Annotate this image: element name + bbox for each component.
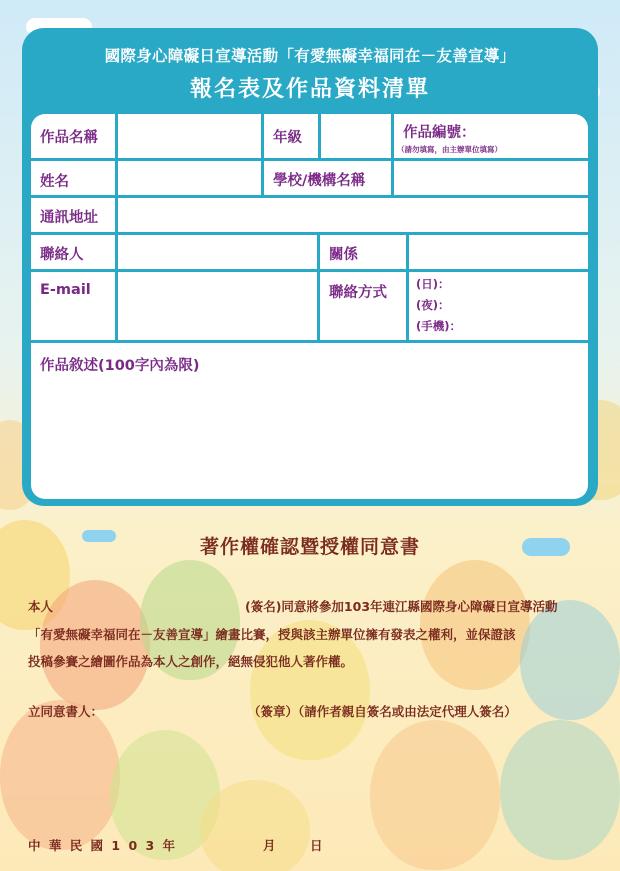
form-heading-title: 報名表及作品資料清單 — [189, 77, 430, 102]
signature-field[interactable] — [60, 594, 240, 614]
label-address: 通訊地址 — [40, 210, 98, 226]
form-table — [31, 114, 588, 499]
label-contact-person: 聯絡人 — [40, 247, 84, 263]
label-phone-night: (夜)： — [416, 298, 450, 312]
signer-label: 立同意書人： — [28, 704, 104, 719]
input-email[interactable] — [118, 272, 317, 340]
balloon-decoration — [370, 720, 500, 870]
date-month: 月 — [263, 838, 276, 853]
input-work-name[interactable] — [118, 114, 261, 158]
label-relationship: 關係 — [329, 247, 358, 263]
balloon-decoration — [200, 780, 310, 871]
form-heading-event: 國際身心障礙日宣導活動「有愛無礙幸福同在－友善宣導」 — [104, 47, 516, 65]
label-description: 作品敘述(100字內為限) — [40, 358, 200, 374]
label-contact-method: 聯絡方式 — [329, 285, 387, 301]
col-divider — [261, 114, 264, 195]
row-divider — [31, 340, 588, 343]
date-prefix: 中 華 民 國 1 0 3 年 — [28, 838, 178, 853]
date-day: 日 — [310, 838, 323, 853]
balloon-decoration — [500, 720, 620, 860]
input-description[interactable] — [31, 376, 588, 499]
input-school[interactable] — [394, 161, 588, 195]
label-grade: 年級 — [273, 130, 302, 146]
label-work-name: 作品名稱 — [40, 130, 98, 146]
label-work-number: 作品編號： — [403, 125, 476, 141]
consent-line3: 投稿參賽之繪圖作品為本人之創作，絕無侵犯他人著作權。 — [28, 654, 354, 669]
input-address[interactable] — [118, 198, 588, 232]
consent-line1-start: 本人 — [28, 599, 54, 614]
input-grade[interactable] — [321, 114, 391, 158]
input-relationship[interactable] — [409, 235, 588, 269]
consent-title: 著作權確認暨授權同意書 — [199, 536, 420, 558]
signer-field[interactable] — [112, 698, 242, 720]
label-school: 學校/機構名稱 — [273, 173, 366, 189]
consent-line1-end: (簽名)同意將參加103年連江縣國際身心障礙日宣導活動 — [245, 599, 558, 614]
consent-line2: 「有愛無礙幸福同在－友善宣導」繪畫比賽，授與該主辦單位擁有發表之權利，並保證該 — [28, 627, 516, 642]
label-phone-day: (日)： — [416, 277, 450, 291]
label-name: 姓名 — [40, 174, 69, 190]
col-divider — [317, 232, 320, 340]
balloon-decoration — [520, 600, 620, 720]
input-contact-person[interactable] — [118, 235, 317, 269]
registration-form-card — [22, 28, 598, 506]
label-phone-mobile: (手機)： — [416, 319, 462, 333]
balloon-decoration — [0, 700, 120, 850]
input-name[interactable] — [118, 161, 261, 195]
signer-note: （簽章）（請作者親自簽名或由法定代理人簽名） — [248, 704, 517, 719]
work-number-note: （請勿填寫，由主辦單位填寫） — [397, 145, 502, 154]
label-email: E-mail — [40, 282, 91, 298]
